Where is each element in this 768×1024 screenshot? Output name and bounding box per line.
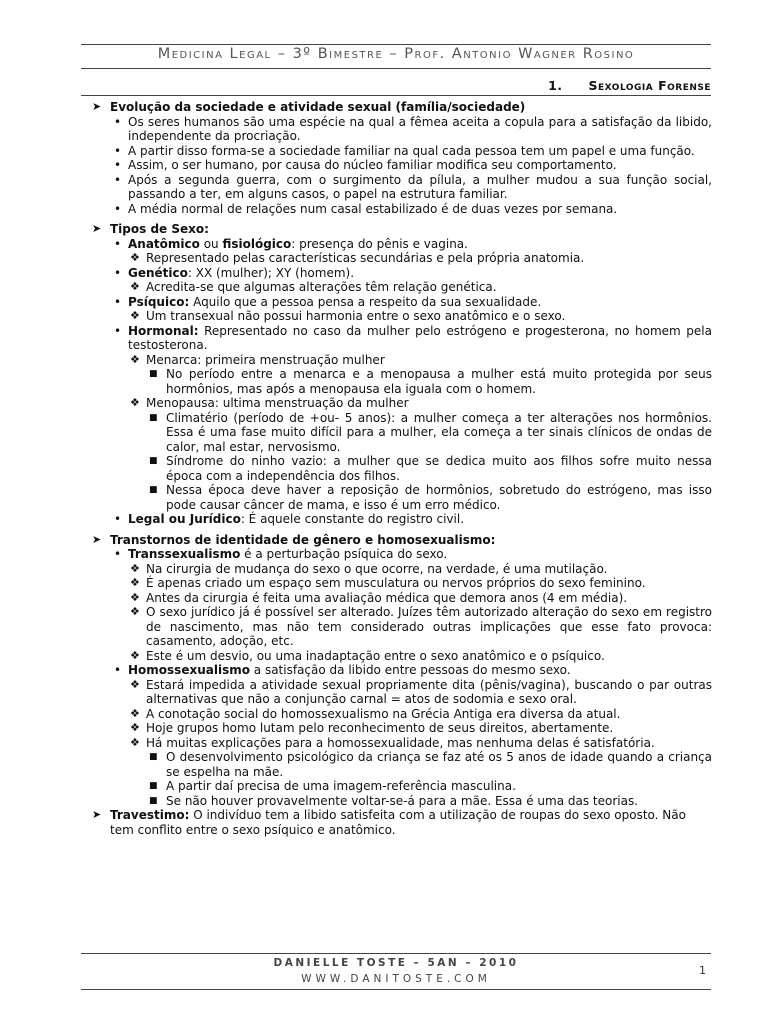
square-bullet-icon: ■ bbox=[149, 485, 158, 495]
list-item: • Após a segunda guerra, com o surgimento da pílula, a mulher mudou a sua função social, passando a ter, em alguns casos, o papel na estrutura familiar. bbox=[114, 172, 712, 201]
sub-sub-list-item: ■ No período entre a menarca e a menopausa a mulher está muito protegida por seus hormônios, mas após a menopausa ela iguala com o homem. bbox=[149, 367, 712, 396]
round-bullet-icon: • bbox=[114, 512, 122, 526]
list-item: • Os seres humanos são uma espécie na qual a fêmea aceita a copula para a satisfação da libido, independente da procriação. bbox=[114, 114, 712, 143]
topic-heading: ➤ Transtornos de identidade de gênero e homosexualismo: bbox=[92, 532, 496, 547]
sub-list-item: ❖ Menarca: primeira menstruação mulher bbox=[130, 352, 385, 367]
sub-list-item: ❖ O sexo jurídico já é possível ser alterado. Juízes têm autorizado alteração do sexo em registro de nascimento, mas não tem considerado outras implicações que esse fato provoca: casamento, adoção, etc. bbox=[130, 605, 712, 648]
round-bullet-icon: • bbox=[114, 294, 122, 309]
section-title: Sexologia Forense bbox=[588, 78, 711, 93]
list-item: • Transsexualismo é a perturbação psíquica do sexo. bbox=[114, 547, 448, 561]
section-rule bbox=[81, 95, 711, 96]
list-item: • Legal ou Jurídico: É aquele constante do registro civil. bbox=[114, 512, 465, 526]
diamond-bullet-icon: ❖ bbox=[130, 561, 140, 575]
arrow-bullet-icon: ➤ bbox=[92, 222, 102, 235]
diamond-bullet-icon: ❖ bbox=[130, 590, 140, 604]
topic-heading: ➤ Evolução da sociedade e atividade sexual (família/sociedade) bbox=[92, 100, 526, 114]
sub-list-item: ❖ Estará impedida a atividade sexual propriamente dita (pênis/vagina), buscando o par outras alternativas que não a conjunção carnal = atos de sodomia e sexo oral. bbox=[130, 677, 712, 706]
round-bullet-icon: • bbox=[114, 323, 122, 338]
square-bullet-icon: ■ bbox=[149, 752, 158, 762]
sub-list-item: ❖ Hoje grupos homo lutam pelo reconhecimento de seus direitos, abertamente. bbox=[130, 721, 614, 735]
diamond-bullet-icon: ❖ bbox=[130, 309, 140, 322]
arrow-bullet-icon: ➤ bbox=[92, 808, 102, 821]
header-rule-top bbox=[81, 44, 711, 45]
diamond-bullet-icon: ❖ bbox=[130, 605, 140, 618]
list-item: • A média normal de relações num casal estabilizado é de duas vezes por semana. bbox=[114, 201, 618, 216]
round-bullet-icon: • bbox=[114, 143, 122, 158]
round-bullet-icon: • bbox=[114, 114, 122, 129]
sub-list-item: ❖ Antes da cirurgia é feita uma avaliação médica que demora anos (4 em média). bbox=[130, 590, 628, 605]
sub-sub-list-item: ■ O desenvolvimento psicológico da criança se faz até os 5 anos de idade quando a criança se espelha na mãe. bbox=[149, 750, 712, 779]
list-item: • Hormonal: Representado no caso da mulher pelo estrógeno e progesterona, no homem pela testosterona. bbox=[114, 323, 712, 352]
sub-sub-list-item: ■ Síndrome do ninho vazio: a mulher que se dedica muito aos filhos sofre muito nessa época com a independência dos filhos. bbox=[149, 454, 712, 483]
square-bullet-icon: ■ bbox=[149, 369, 158, 379]
sub-list-item: ❖ Na cirurgia de mudança do sexo o que ocorre, na verdade, é uma mutilação. bbox=[130, 561, 608, 576]
diamond-bullet-icon: ❖ bbox=[130, 735, 140, 749]
footer-site: WWW.DANITOSTE.COM bbox=[301, 973, 491, 985]
round-bullet-icon: • bbox=[114, 172, 122, 187]
sub-sub-list-item: ■ A partir daí precisa de uma imagem-referência masculina. bbox=[149, 779, 516, 793]
section-number: 1. bbox=[548, 78, 563, 93]
topic-heading: ➤ Tipos de Sexo: bbox=[92, 222, 209, 236]
sub-sub-list-item: ■ Climatério (período de +ou- 5 anos): a mulher começa a ter alterações nos hormônios. Essa é uma fase muito difícil para a mulher, ela começa a ter sinais clínicos de ondas de calor, mal estar, nervosismo. bbox=[149, 410, 712, 454]
diamond-bullet-icon: ❖ bbox=[130, 396, 140, 409]
list-item: • Anatômico ou fisiológico: presença do pênis e vagina. bbox=[114, 236, 468, 251]
diamond-bullet-icon: ❖ bbox=[130, 648, 140, 662]
footer-rule-top bbox=[81, 953, 711, 954]
sub-list-item: ❖ Este é um desvio, ou uma inadaptação entre o sexo anatômico e o psíquico. bbox=[130, 648, 605, 663]
sub-list-item: ❖ Acredita-se que algumas alterações têm relação genética. bbox=[130, 280, 497, 294]
sub-list-item: ❖ Representado pelas características secundárias e pela própria anatomia. bbox=[130, 251, 585, 265]
list-item: • Genético: XX (mulher); XY (homem). bbox=[114, 265, 355, 280]
header-rule-bottom bbox=[81, 68, 711, 69]
arrow-bullet-icon: ➤ bbox=[92, 532, 102, 546]
diamond-bullet-icon: ❖ bbox=[130, 280, 140, 293]
diamond-bullet-icon: ❖ bbox=[130, 576, 140, 589]
diamond-bullet-icon: ❖ bbox=[130, 352, 140, 366]
sub-list-item: ❖ A conotação social do homossexualismo na Grécia Antiga era diversa da atual. bbox=[130, 706, 621, 721]
footer-rule-bottom bbox=[81, 989, 711, 990]
list-item: • Psíquico: Aquilo que a pessoa pensa a respeito da sua sexualidade. bbox=[114, 294, 542, 309]
round-bullet-icon: • bbox=[114, 265, 122, 280]
round-bullet-icon: • bbox=[114, 201, 122, 216]
square-bullet-icon: ■ bbox=[149, 456, 158, 466]
list-item: • A partir disso forma-se a sociedade familiar na qual cada pessoa tem um papel e uma função. bbox=[114, 143, 695, 158]
sub-sub-list-item: ■ Nessa época deve haver a reposição de hormônios, sobretudo do estrógeno, mas isso pode causar câncer de mama, e isso é um erro médico. bbox=[149, 483, 712, 512]
list-item: • Homossexualismo a satisfação da libido entre pessoas do mesmo sexo. bbox=[114, 663, 571, 677]
arrow-bullet-icon: ➤ bbox=[92, 100, 102, 113]
square-bullet-icon: ■ bbox=[149, 412, 158, 423]
page-number: 1 bbox=[699, 964, 706, 977]
document-body bbox=[90, 100, 712, 837]
round-bullet-icon: • bbox=[114, 236, 122, 251]
diamond-bullet-icon: ❖ bbox=[130, 721, 140, 734]
document-header-title: Medicina Legal – 3º Bimestre – Prof. Antonio Wagner Rosino bbox=[157, 46, 635, 62]
list-item: • Assim, o ser humano, por causa do núcleo familiar modifica seu comportamento. bbox=[114, 158, 617, 172]
diamond-bullet-icon: ❖ bbox=[130, 677, 140, 691]
round-bullet-icon: • bbox=[114, 547, 122, 561]
sub-list-item: ❖ Menopausa: ultima menstruação da mulher bbox=[130, 396, 409, 410]
square-bullet-icon: ■ bbox=[149, 781, 158, 791]
section-heading bbox=[548, 78, 711, 93]
diamond-bullet-icon: ❖ bbox=[130, 706, 140, 720]
diamond-bullet-icon: ❖ bbox=[130, 251, 140, 264]
sub-list-item: ❖ É apenas criado um espaço sem musculatura ou nervos próprios do sexo feminino. bbox=[130, 576, 646, 590]
footer-author: DANIELLE TOSTE – 5AN – 2010 bbox=[273, 957, 519, 969]
square-bullet-icon: ■ bbox=[149, 795, 158, 806]
sub-list-item: ❖ Há muitas explicações para a homossexualidade, mas nenhuma delas é satisfatória. bbox=[130, 735, 655, 750]
sub-sub-list-item: ■ Se não houver provavelmente voltar-se-á para a mãe. Essa é uma das teorias. bbox=[149, 793, 639, 808]
topic-heading: ➤ Travestimo: O indivíduo tem a libido satisfeita com a utilização de roupas do sexo oposto. Não tem conflito entre o sexo psíquico e anatômico. bbox=[92, 808, 686, 837]
round-bullet-icon: • bbox=[114, 158, 122, 172]
sub-list-item: ❖ Um transexual não possui harmonia entre o sexo anatômico e o sexo. bbox=[130, 309, 566, 323]
round-bullet-icon: • bbox=[114, 663, 122, 677]
